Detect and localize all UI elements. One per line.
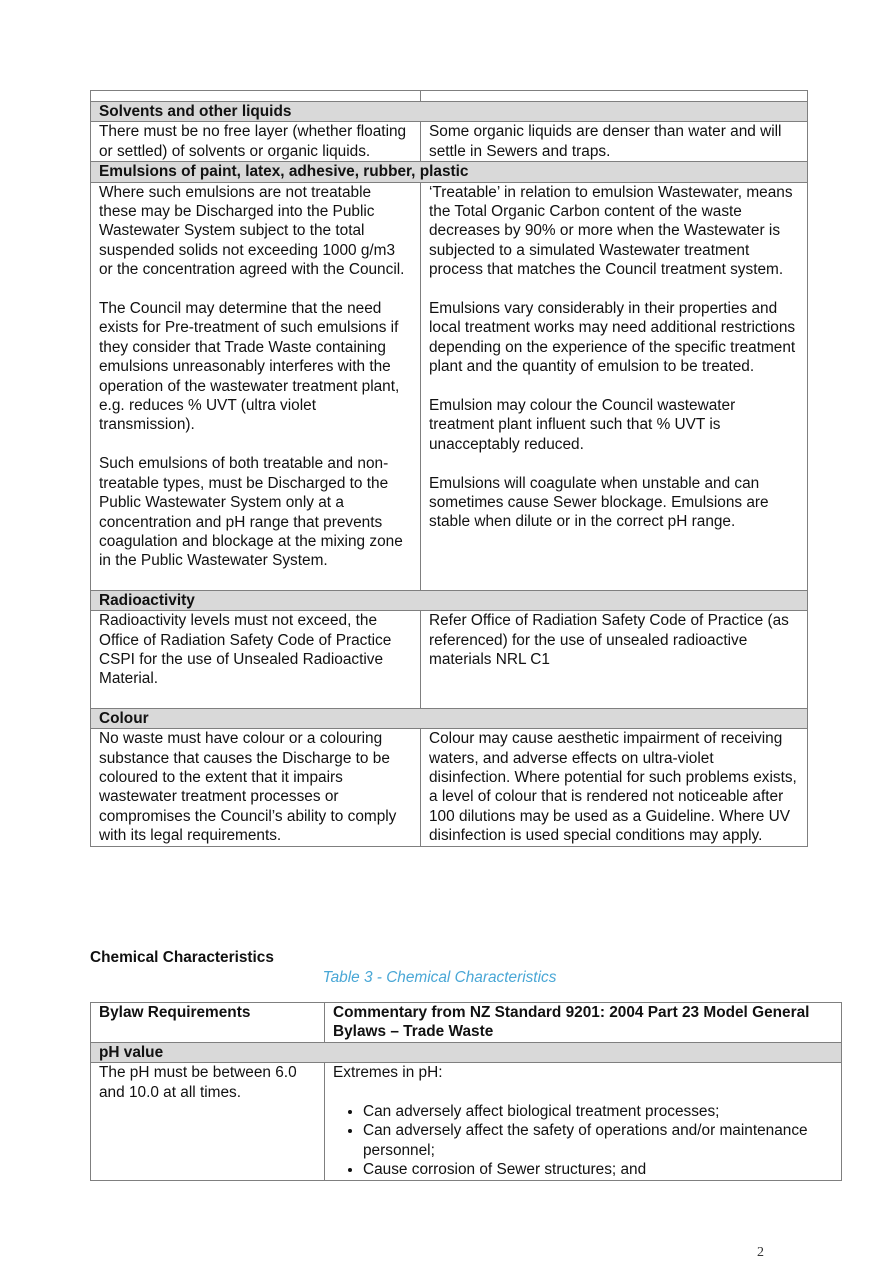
commentary-bullet-list [333, 1102, 833, 1180]
list-item: • Cause corrosion of Sewer structures; and [363, 1160, 833, 1179]
section-header-solvents: Solvents and other liquids [91, 102, 808, 122]
table-row [91, 1063, 842, 1180]
commentary-cell: Refer Office of Radiation Safety Code of Practice (as referenced) for the use of unsealed radioactive materials NRL C1 [421, 611, 808, 709]
table-caption: Table 3 - Chemical Characteristics [322, 969, 557, 986]
chemical-characteristics-heading: Chemical Characteristics [90, 949, 274, 966]
commentary-cell: Extremes in pH: • Can adversely affect biological treatment processes; • Can adversely affect the safety of operations and/or maintenance personnel; • Cause corrosion of Sewer structures; and [325, 1063, 842, 1180]
requirement-cell: There must be no free layer (whether floating or settled) of solvents or organic liquids. [91, 122, 421, 162]
list-item: • Can adversely affect biological treatment processes; [363, 1102, 833, 1121]
table-row [91, 611, 808, 709]
requirement-cell: Where such emulsions are not treatable these may be Discharged into the Public Wastewater System subject to the total suspended solids not exceeding 1000 g/m3 or the concentration agreed with the Council. The Council may determine that the need exists for Pre-treatment of such emulsions if they consider that Trade Waste containing emulsions unreasonably interferes with the operation of the wastewater treatment plant, e.g. reduces % UVT (ultra violet transmission). Such emulsions of both treatable and non-treatable types, must be Discharged to the Public Wastewater System only at a concentration and pH range that prevents coagulation and blockage at the mixing zone in the Public Wastewater System. [91, 182, 421, 590]
requirement-cell: No waste must have colour or a colouring substance that causes the Discharge to be coloured to the extent that it impairs wastewater treatment processes or compromises the Council’s ability to comply with its legal requirements. [91, 729, 421, 846]
commentary-cell: ‘Treatable’ in relation to emulsion Wastewater, means the Total Organic Carbon content of the waste decreases by 90% or more when the Wastewater is subjected to a simulated Wastewater treatment process that matches the Council treatment system. Emulsions vary considerably in their properties and local treatment works may need additional restrictions depending on the experience of the specific treatment plant and the quantity of emulsion to be treated. Emulsion may colour the Council wastewater treatment plant influent such that % UVT is unacceptably reduced. Emulsions will coagulate when unstable and can sometimes cause Sewer blockage. Emulsions are stable when dilute or in the correct pH range. [421, 182, 808, 590]
section-header-ph: pH value [91, 1042, 842, 1062]
blank-row [91, 91, 808, 102]
chemical-characteristics-table [90, 1002, 842, 1181]
page-number: 2 [757, 1245, 764, 1260]
column-header-bylaw: Bylaw Requirements [91, 1003, 325, 1043]
table-row [91, 182, 808, 590]
section-header-emulsions: Emulsions of paint, latex, adhesive, rubber, plastic [91, 162, 808, 182]
table-header-row [91, 1003, 842, 1043]
list-item: • Can adversely affect the safety of operations and/or maintenance personnel; [363, 1121, 833, 1160]
commentary-cell: Some organic liquids are denser than water and will settle in Sewers and traps. [421, 122, 808, 162]
table-row [91, 729, 808, 846]
table-row [91, 122, 808, 162]
commentary-cell: Colour may cause aesthetic impairment of receiving waters, and adverse effects on ultra-violet disinfection. Where potential for such problems exists, a level of colour that is rendered not noticeable after 100 dilutions may be used as a Guideline. Where UV disinfection is used special conditions may apply. [421, 729, 808, 846]
physical-characteristics-table [90, 90, 808, 847]
requirement-cell: Radioactivity levels must not exceed, the Office of Radiation Safety Code of Practice CSPI for the use of Unsealed Radioactive Material. [91, 611, 421, 709]
requirement-cell: The pH must be between 6.0 and 10.0 at all times. [91, 1063, 325, 1180]
column-header-commentary: Commentary from NZ Standard 9201: 2004 Part 23 Model General Bylaws – Trade Waste [325, 1003, 842, 1043]
section-header-colour: Colour [91, 708, 808, 728]
section-header-radioactivity: Radioactivity [91, 590, 808, 610]
